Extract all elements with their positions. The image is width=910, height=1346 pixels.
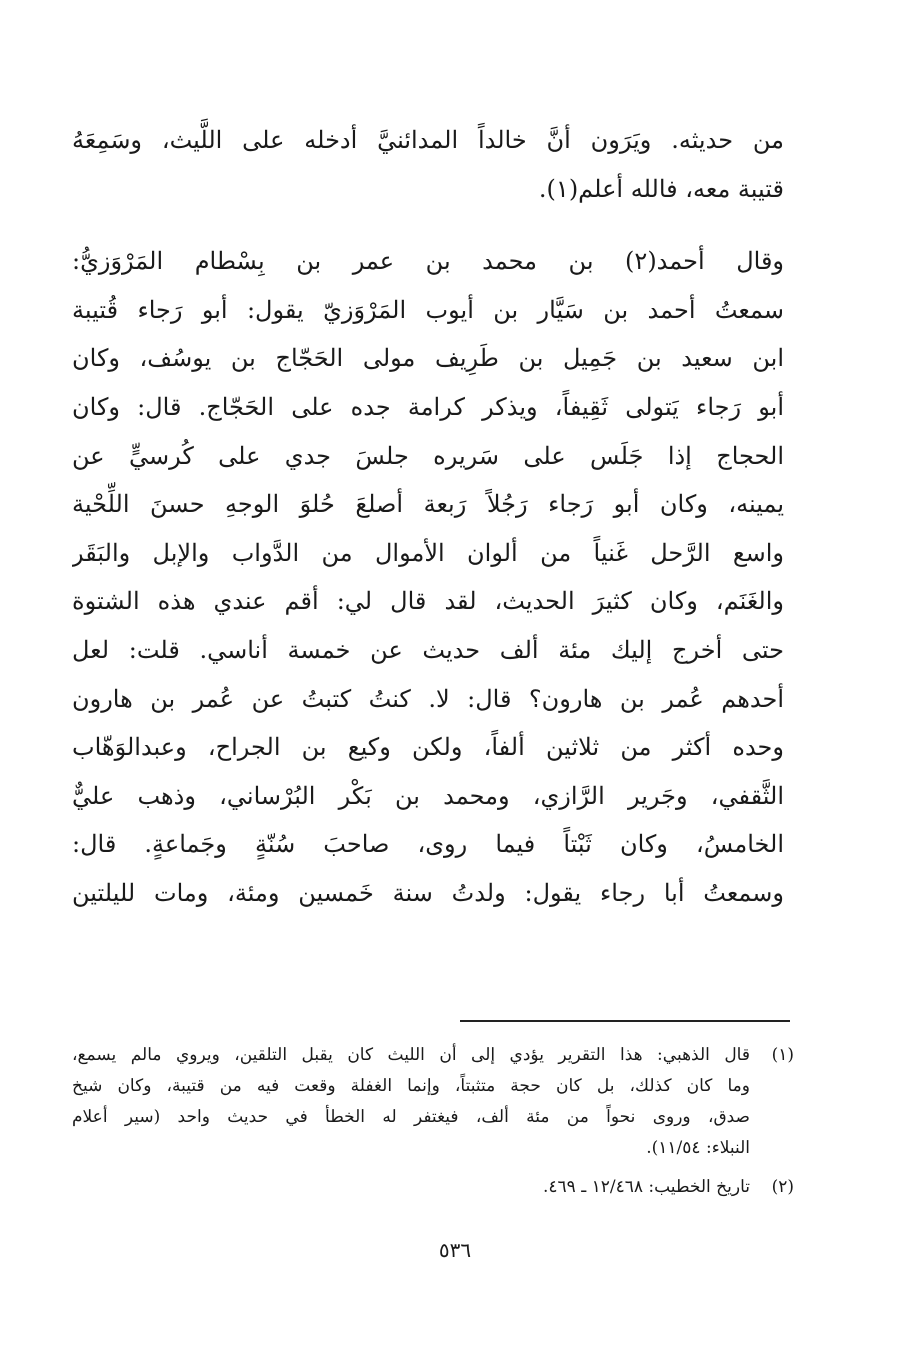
text-line: الخامسُ، وكان ثَبْتاً فيما روى، صاحبَ سُنّةٍ وجَماعةٍ. قال:: [72, 830, 784, 859]
footnote-line: النبلاء: ١١/٥٤).: [646, 1138, 750, 1158]
text-line: وقال أحمد(٢) بن محمد بن عمر بن بِسْطام المَرْوَزيُّ:: [72, 247, 784, 276]
footnote-number: (١): [771, 1045, 794, 1065]
footnote-line: صدق، وروى نحواً من مئة ألف، فيغتفر له الخطأ في حديث واحد (سير أعلام: [72, 1107, 750, 1127]
text-line: أحدهم عُمر بن هارون؟ قال: لا. كنتُ كتبتُ عن عُمر بن هارون: [72, 684, 784, 713]
page-number: ٥٣٦: [438, 1238, 472, 1262]
footnote-body: [72, 1040, 750, 1164]
main-text: [72, 116, 784, 918]
text-line: وحده أكثر من ثلاثين ألفاً، ولكن وكيع بن الجراح، وعبدالوَهّاب: [72, 733, 784, 762]
text-line: قتيبة معه، فالله أعلم(١).: [538, 174, 784, 203]
text-line: حتى أخرج إليك مئة ألف حديث عن خمسة أناسي. قلت: لعل: [72, 635, 784, 664]
footnote-number: (٢): [771, 1177, 794, 1197]
footnote-line: تاريخ الخطيب: ١٢/٤٦٨ ـ ٤٦٩.: [542, 1177, 750, 1197]
text-line: الثَّقفي، وجَرير الرَّازي، ومحمد بن بَكْر البُرْساني، وذهب عليٌّ: [72, 781, 784, 810]
footnote-divider: [460, 1020, 790, 1022]
footnotes: [72, 1040, 794, 1211]
text-line: واسع الرَّحل غَنياً من ألوان الأموال من الدَّواب والإبل والبَقَر: [72, 538, 784, 567]
footnote-2: [72, 1172, 794, 1203]
text-line: سمعتُ أحمد بن سَيَّار بن أيوب المَرْوَزيّ يقول: أبو رَجاء قُتيبة: [72, 295, 784, 324]
footnote-line: وما كان كذلك، بل كان حجة متثبتاً، وإنما الغفلة وقعت فيه من قتيبة، وكان شيخ: [72, 1076, 750, 1096]
text-line: الحجاج إذا جَلَس على سَريره جلسَ جدي على كُرسيٍّ عن: [72, 441, 784, 470]
paragraph-gap: [72, 213, 784, 237]
text-line: أبو رَجاء يَتولى ثَقِيفاً، ويذكر كرامة جده على الحَجّاج. قال: وكان: [72, 392, 784, 421]
footnote-1: [72, 1040, 794, 1164]
text-line: ابن سعيد بن جَمِيل بن طَرِيف مولى الحَجّاج بن يوسُف، وكان: [72, 344, 784, 373]
footnote-body: [72, 1172, 750, 1203]
text-line: والغَنَم، وكان كثيرَ الحديث، لقد قال لي: أقم عندي هذه الشتوة: [72, 587, 784, 616]
text-line: من حديثه. ويَرَون أنَّ خالداً المدائنيَّ أدخله على اللَّيث، وسَمِعَهُ: [72, 126, 784, 154]
text-line: وسمعتُ أبا رجاء يقول: ولدتُ سنة خَمسين ومئة، ومات لليلتين: [72, 878, 784, 907]
footnote-line: قال الذهبي: هذا التقرير يؤدي إلى أن الليث كان يقبل التلقين، ويروي مالم يسمع،: [72, 1045, 750, 1065]
text-line: يمينه، وكان أبو رَجاء رَجُلاً رَبعة أصلعَ حُلوَ الوجهِ حسنَ اللِّحْية: [72, 490, 784, 519]
